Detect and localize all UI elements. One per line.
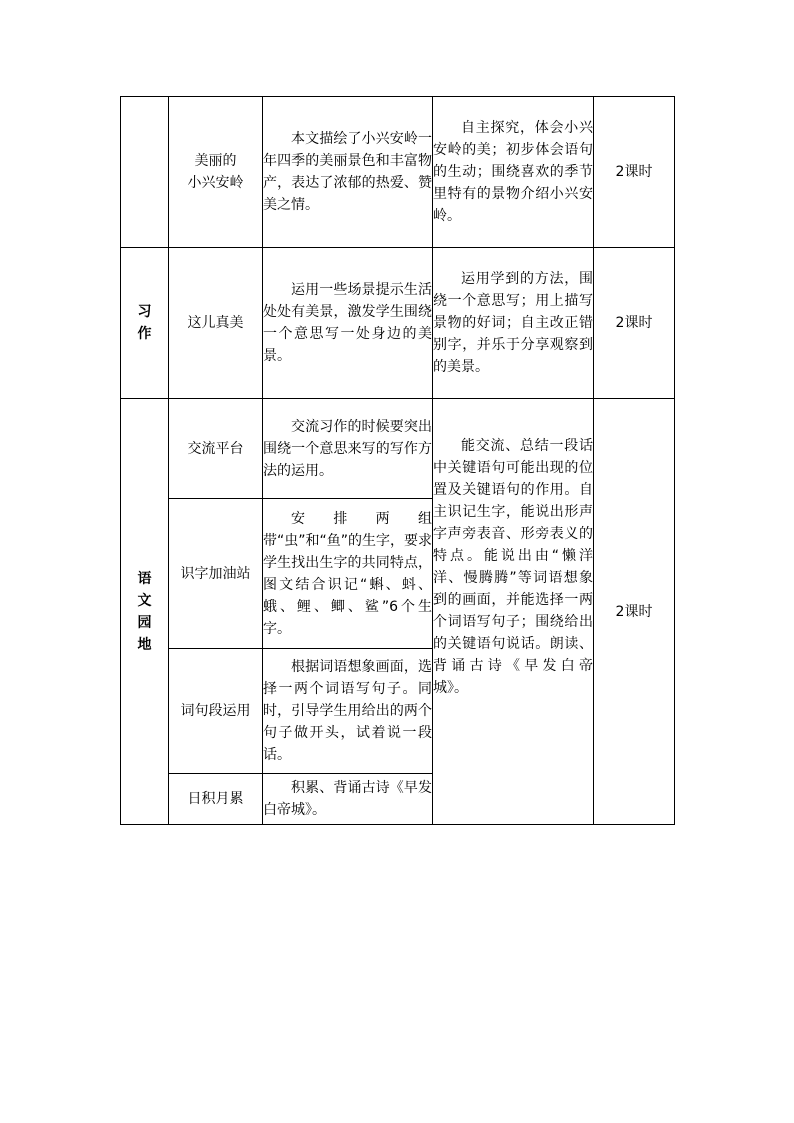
unit-char: 地 — [137, 636, 152, 653]
teaching-plan-table — [120, 96, 675, 825]
class-hours: 2课时 — [594, 399, 675, 825]
lesson-title: 识字加油站 — [169, 499, 263, 649]
unit-cell-xizuo — [121, 248, 169, 399]
lesson-title: 词句段运用 — [169, 649, 263, 774]
unit-char: 作 — [137, 326, 152, 342]
lesson-title: 这儿真美 — [169, 248, 263, 399]
table-row — [121, 248, 675, 399]
lesson-title-line: 美丽的 — [194, 153, 237, 169]
lesson-description: 安排两组带“虫”和“鱼”的生字，要求学生找出生字的共同特点，图文结合识记“蝌、蚪、蛾、鲤、鲫、鲨”6个生字。 — [263, 510, 433, 637]
unit-char: 习 — [137, 304, 152, 320]
lesson-description-cell — [263, 774, 433, 825]
unit-cell-empty — [121, 97, 169, 248]
table-row — [121, 399, 675, 499]
lesson-title-line: 小兴安岭 — [187, 175, 244, 191]
lesson-goal: 运用学到的方法，围绕一个意思写；用上描写景物的好词；自主改正错别字，并乐于分享观察到的美景。 — [433, 271, 593, 375]
class-hours: 2课时 — [594, 248, 675, 399]
lesson-description-cell — [263, 248, 433, 399]
lesson-title-cell — [169, 97, 263, 248]
lesson-description-cell — [263, 399, 433, 499]
unit-char: 文 — [137, 592, 152, 609]
lesson-description: 根据词语想象画面，选择一两个词语写句子。同时，引导学生用给出的两个句子做开头，试着说一段话。 — [263, 659, 432, 763]
lesson-goal-cell — [433, 248, 594, 399]
lesson-description: 交流习作的时候要突出围绕一个意思来写的写作方法的运用。 — [263, 418, 432, 479]
lesson-goal-cell — [433, 97, 594, 248]
unit-char: 语 — [137, 570, 152, 587]
lesson-goal: 能交流、总结一段话中关键语句可能出现的位置及关键语句的作用。自主识记生字，能说出形声字声旁表音、形旁表义的特点。能说出由“懒洋洋、慢腾腾”等词语想象到的画面，并能选择一两个词语写句子；围绕给出的关键语句说话。朗读、背诵古诗《早发白帝城》。 — [433, 438, 593, 696]
lesson-title: 交流平台 — [169, 399, 263, 499]
lesson-goal: 自主探究，体会小兴安岭的美；初步体会语句的生动；围绕喜欢的季节里特有的景物介绍小兴安岭。 — [433, 120, 593, 224]
class-hours: 2课时 — [594, 97, 675, 248]
lesson-description: 本文描绘了小兴安岭一年四季的美丽景色和丰富物产，表达了浓郁的热爱、赞美之情。 — [263, 131, 432, 213]
unit-char: 园 — [137, 614, 152, 631]
lesson-description-cell — [263, 649, 433, 774]
table-row — [121, 97, 675, 248]
lesson-title: 日积月累 — [169, 774, 263, 825]
lesson-description-cell — [263, 499, 433, 649]
lesson-description: 积累、背诵古诗《早发白帝城》。 — [263, 780, 432, 818]
lesson-description-cell — [263, 97, 433, 248]
lesson-goal-cell — [433, 399, 594, 825]
lesson-description: 运用一些场景提示生活处处有美景，激发学生围绕一个意思写一处身边的美景。 — [263, 282, 432, 364]
unit-cell-yuwen-yuandi — [121, 399, 169, 825]
